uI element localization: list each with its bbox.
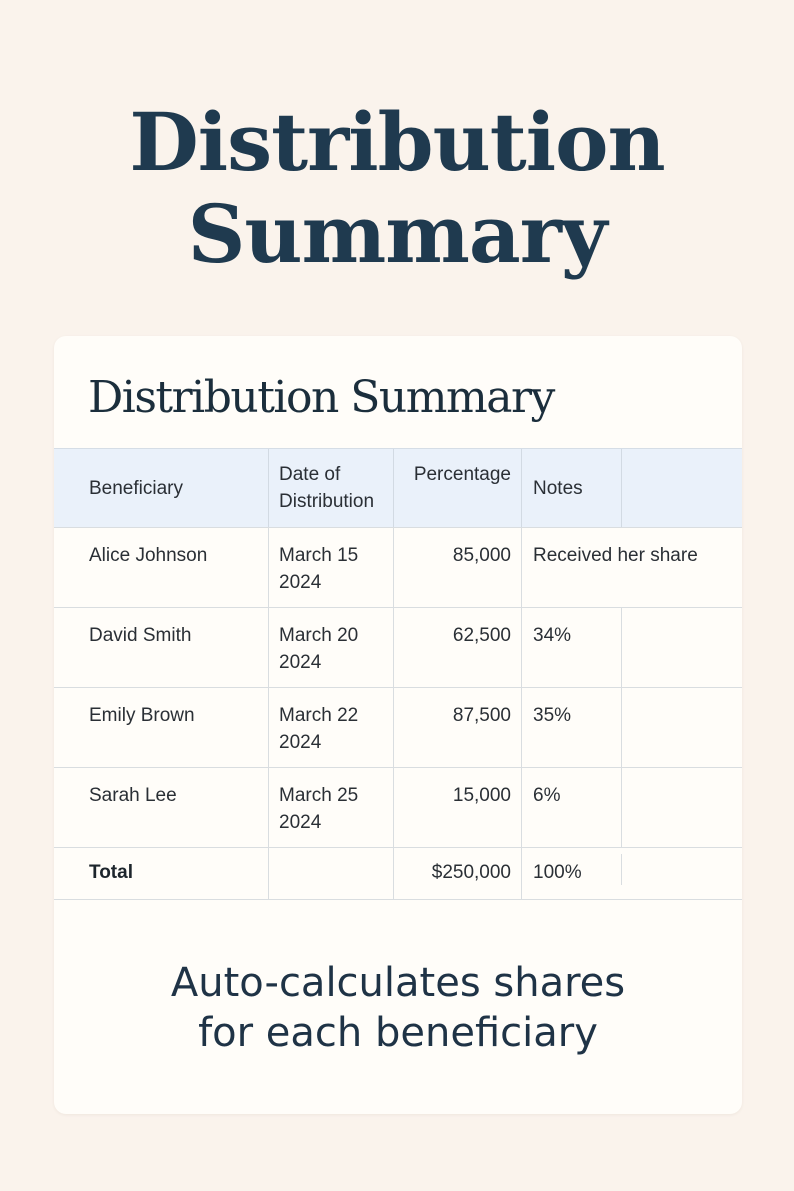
header-date-line-2: Distribution xyxy=(279,491,375,512)
page-title-line-2: Summary xyxy=(187,187,607,281)
cell-notes: 6% xyxy=(521,768,621,847)
cell-date-line-1: March 20 xyxy=(279,625,359,646)
header-percentage: Percentage xyxy=(393,449,521,527)
distribution-summary-card xyxy=(54,336,742,1114)
cell-empty xyxy=(621,608,742,687)
cell-empty xyxy=(621,688,742,767)
header-date-of-distribution xyxy=(268,449,393,527)
total-percent: 100% xyxy=(521,848,621,899)
cell-date-line-1: March 25 xyxy=(279,785,359,806)
table-row xyxy=(54,528,742,608)
cell-beneficiary: David Smith xyxy=(89,625,192,646)
distribution-table xyxy=(54,448,742,900)
cell-date xyxy=(268,528,393,607)
total-label: Total xyxy=(89,862,133,883)
cell-date-line-1: March 22 xyxy=(279,705,359,726)
header-empty-cell xyxy=(621,449,742,527)
cell-amount: 15,000 xyxy=(393,768,521,847)
header-beneficiary: Beneficiary xyxy=(89,478,183,499)
table-header-row xyxy=(54,448,742,528)
cell-amount: 62,500 xyxy=(393,608,521,687)
cell-empty xyxy=(621,768,742,847)
card-title: Distribution Summary xyxy=(88,372,554,423)
header-notes: Notes xyxy=(521,449,621,527)
tagline-line-2: for each beneficiary xyxy=(198,1010,598,1056)
cell-date-line-1: March 15 xyxy=(279,545,359,566)
page-title xyxy=(0,96,794,280)
cell-date xyxy=(268,688,393,767)
cell-date-line-2: 2024 xyxy=(279,812,322,833)
tagline xyxy=(54,958,742,1058)
cell-beneficiary: Sarah Lee xyxy=(89,785,177,806)
cell-notes: Received her share xyxy=(521,528,621,607)
table-row xyxy=(54,768,742,848)
table-row xyxy=(54,608,742,688)
total-empty-date xyxy=(268,848,393,899)
cell-date xyxy=(268,608,393,687)
cell-date xyxy=(268,768,393,847)
cell-date-line-2: 2024 xyxy=(279,652,322,673)
page-title-line-1: Distribution xyxy=(129,95,665,189)
cell-amount: 85,000 xyxy=(393,528,521,607)
cell-notes: 34% xyxy=(521,608,621,687)
total-empty-cell xyxy=(621,854,742,885)
table-total-row xyxy=(54,848,742,900)
cell-date-line-2: 2024 xyxy=(279,572,322,593)
cell-beneficiary: Emily Brown xyxy=(89,705,195,726)
total-amount: $250,000 xyxy=(393,848,521,899)
cell-amount: 87,500 xyxy=(393,688,521,767)
tagline-line-1: Auto-calculates shares xyxy=(170,960,626,1006)
cell-notes: 35% xyxy=(521,688,621,767)
table-row xyxy=(54,688,742,768)
header-date-line-1: Date of xyxy=(279,464,341,485)
cell-beneficiary: Alice Johnson xyxy=(89,545,208,566)
cell-date-line-2: 2024 xyxy=(279,732,322,753)
